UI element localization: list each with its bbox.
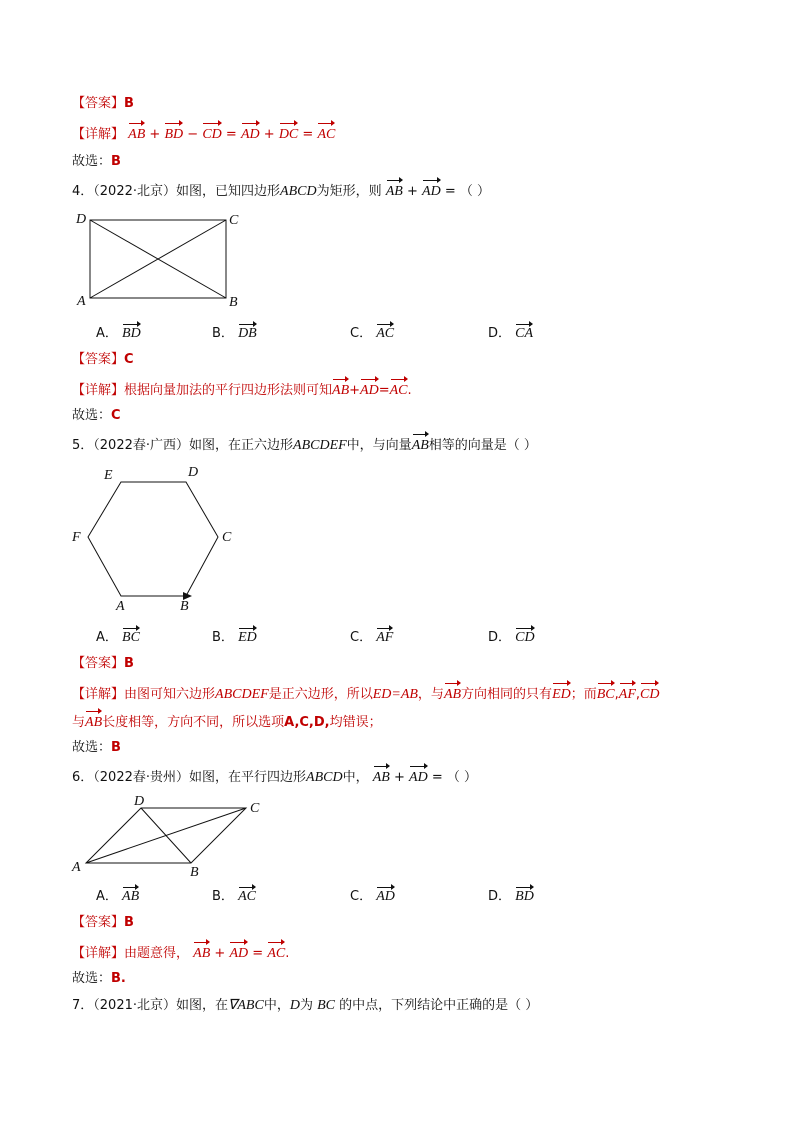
- detail-label: 【详解】: [72, 687, 125, 702]
- q3-choose-line: [72, 152, 121, 172]
- option-d[interactable]: [488, 322, 533, 342]
- q5-detail-line-1: [72, 682, 659, 705]
- operator: +: [214, 946, 226, 961]
- figure-name: ABCD: [306, 770, 343, 785]
- figure-name: ABCDEF: [215, 687, 269, 702]
- vector: BD: [164, 122, 183, 145]
- option-d[interactable]: [488, 885, 534, 905]
- question-source: （2022春·贵州）: [93, 770, 189, 785]
- label-b: B: [229, 295, 238, 310]
- figure-name: ABCDEF: [293, 438, 347, 453]
- answer-blank: （ ）: [459, 184, 491, 199]
- choose-label: 故选：: [72, 154, 112, 169]
- question-source: （2022·北京）: [93, 184, 176, 199]
- operator: =: [302, 127, 314, 142]
- label-b: B: [190, 865, 199, 880]
- vector: AB: [373, 765, 390, 788]
- operator: +: [406, 184, 418, 199]
- q6-answer: B: [124, 915, 134, 930]
- detail-text: 由题意得，: [124, 946, 190, 961]
- detail-text: 长度相等，方向不同，所以选项: [102, 715, 285, 730]
- detail-label: 【详解】: [72, 127, 125, 142]
- question-number: 5．: [72, 438, 94, 453]
- choose-label: 故选：: [72, 408, 112, 423]
- q5-stem: [72, 433, 537, 456]
- question-number: 7．: [72, 998, 94, 1013]
- operator: +: [393, 770, 405, 785]
- vector: DB: [238, 323, 257, 342]
- vector: AB: [444, 682, 461, 705]
- option-letter: A．: [96, 630, 118, 645]
- answer-label: 【答案】: [72, 96, 125, 111]
- stem-text: 为: [299, 998, 313, 1013]
- operator: +: [263, 127, 275, 142]
- label-f: F: [72, 530, 81, 545]
- option-c[interactable]: [350, 322, 394, 342]
- option-letter: D．: [488, 326, 512, 341]
- label-c: C: [229, 213, 239, 228]
- vector: AB: [332, 378, 349, 401]
- label-a: A: [77, 294, 86, 309]
- vector: AB: [193, 941, 210, 964]
- detail-text: 方向相同的只有: [461, 687, 553, 702]
- detail-label: 【详解】: [72, 946, 125, 961]
- vector: CD: [202, 122, 221, 145]
- vector: AD: [360, 378, 379, 401]
- detail-text: 根据向量加法的平行四边形法则可知: [124, 383, 333, 398]
- vector: ED: [552, 682, 571, 705]
- operator: +: [349, 383, 361, 398]
- answer-label: 【答案】: [72, 352, 125, 367]
- q5-answer: B: [124, 656, 134, 671]
- operator: =: [378, 383, 390, 398]
- punctuation: .: [407, 383, 412, 398]
- detail-text: 是正六边形，所以: [268, 687, 373, 702]
- q6-stem: [72, 765, 477, 788]
- detail-label: 【详解】: [72, 383, 125, 398]
- vector: AB: [128, 122, 145, 145]
- vector: AB: [85, 710, 102, 733]
- q3-choose: B: [111, 154, 121, 169]
- hexagon: [88, 482, 218, 596]
- label-a: A: [72, 860, 81, 875]
- segment-name: BC: [317, 998, 336, 1013]
- detail-text: ，与: [417, 687, 444, 702]
- option-list: A,C,D,: [284, 715, 330, 730]
- answer-label: 【答案】: [72, 656, 125, 671]
- vector: AD: [229, 941, 248, 964]
- option-letter: C．: [350, 889, 373, 904]
- q7-stem: [72, 996, 538, 1016]
- vector: AC: [317, 122, 335, 145]
- option-letter: B．: [212, 326, 234, 341]
- punctuation: ,: [635, 687, 641, 702]
- label-d: D: [76, 212, 87, 227]
- vector: AD: [422, 179, 441, 202]
- option-a[interactable]: [96, 885, 139, 905]
- label-e: E: [104, 468, 113, 483]
- punctuation: ,: [614, 687, 619, 702]
- operator: −: [187, 127, 199, 142]
- q4-detail-line: [72, 378, 412, 401]
- vector: AF: [376, 627, 393, 646]
- option-b[interactable]: [212, 322, 257, 342]
- operator: =: [252, 946, 264, 961]
- vector: DC: [279, 122, 298, 145]
- vector: CD: [640, 682, 659, 705]
- option-letter: B．: [212, 630, 234, 645]
- detail-text: ；而: [570, 687, 597, 702]
- option-letter: C．: [350, 630, 373, 645]
- operator: +: [149, 127, 161, 142]
- stem-text: 相等的向量是（ ）: [428, 438, 537, 453]
- equation: ED=AB: [372, 687, 418, 702]
- q6-answer-line: [72, 913, 134, 933]
- q5-choose: B: [111, 740, 121, 755]
- figure-name: ABCD: [280, 184, 317, 199]
- q4-choose: C: [111, 408, 121, 423]
- q6-choose-line: [72, 969, 126, 989]
- q4-choose-line: [72, 406, 121, 426]
- stem-text: 中，: [263, 998, 290, 1013]
- option-letter: B．: [212, 889, 234, 904]
- vector: BC: [122, 627, 140, 646]
- q5-hexagon-figure: [66, 460, 246, 620]
- detail-text: 与: [72, 715, 86, 730]
- vector: AD: [376, 886, 395, 905]
- vector: AC: [390, 378, 408, 401]
- option-c[interactable]: [350, 626, 393, 646]
- stem-text: 如图，在正六边形: [189, 438, 294, 453]
- option-letter: C．: [350, 326, 373, 341]
- question-source: （2021·北京）: [93, 998, 176, 1013]
- q6-choose: B.: [111, 971, 126, 986]
- option-d[interactable]: [488, 626, 535, 646]
- q3-answer: B: [124, 96, 134, 111]
- stem-text: 如图，在: [176, 998, 229, 1013]
- option-letter: A．: [96, 326, 118, 341]
- vector: BD: [122, 323, 141, 342]
- label-a: A: [116, 599, 125, 614]
- vector: BC: [597, 682, 615, 705]
- option-b[interactable]: [212, 626, 257, 646]
- detail-text: 由图可知六边形: [124, 687, 216, 702]
- q4-stem: [72, 179, 490, 202]
- stem-text: 中，: [342, 770, 369, 785]
- vector: AC: [376, 323, 394, 342]
- triangle-name: ∇ABC: [228, 998, 264, 1013]
- point-name: D: [289, 998, 300, 1013]
- answer-blank: （ ）: [446, 770, 478, 785]
- vector: CA: [515, 323, 533, 342]
- vector: AB: [386, 179, 403, 202]
- option-b[interactable]: [212, 885, 256, 905]
- stem-text: 中，与向量: [346, 438, 412, 453]
- vector: AB: [122, 886, 139, 905]
- stem-text: 如图，已知四边形: [176, 184, 281, 199]
- operator: =: [444, 184, 456, 199]
- label-c: C: [222, 530, 232, 545]
- q4-rectangle-figure: [70, 206, 250, 312]
- vector: CD: [515, 627, 534, 646]
- choose-label: 故选：: [72, 971, 112, 986]
- q6-parallelogram-figure: [66, 792, 276, 882]
- vector: AB: [412, 433, 429, 456]
- vector: ED: [238, 627, 257, 646]
- q6-detail-line: [72, 941, 289, 964]
- stem-text: 如图，在平行四边形: [189, 770, 307, 785]
- option-a[interactable]: [96, 626, 140, 646]
- question-number: 4．: [72, 184, 94, 199]
- choose-label: 故选：: [72, 740, 112, 755]
- label-c: C: [250, 801, 260, 816]
- answer-label: 【答案】: [72, 915, 125, 930]
- option-letter: D．: [488, 889, 512, 904]
- q5-detail-line-2: [72, 710, 382, 733]
- option-letter: D．: [488, 630, 512, 645]
- q5-answer-line: [72, 654, 134, 674]
- vector: BD: [515, 886, 534, 905]
- label-d: D: [188, 465, 199, 480]
- vector: AF: [619, 682, 636, 705]
- option-a[interactable]: [96, 322, 141, 342]
- q4-answer: C: [124, 352, 134, 367]
- stem-text: 的中点，下列结论中正确的是（ ）: [339, 998, 539, 1013]
- stem-text: 为矩形，则: [316, 184, 382, 199]
- vector: AC: [267, 941, 285, 964]
- operator: =: [431, 770, 443, 785]
- operator: =: [225, 127, 237, 142]
- diagonal-db: [141, 808, 191, 863]
- label-d: D: [134, 794, 145, 809]
- option-c[interactable]: [350, 885, 395, 905]
- vector: AC: [238, 886, 256, 905]
- option-letter: A．: [96, 889, 118, 904]
- q4-answer-line: [72, 350, 134, 370]
- label-b: B: [180, 599, 189, 614]
- vector: AD: [241, 122, 260, 145]
- question-number: 6．: [72, 770, 94, 785]
- punctuation: .: [285, 946, 290, 961]
- detail-text: 均错误；: [329, 715, 382, 730]
- q3-detail-line: [72, 122, 335, 145]
- q5-choose-line: [72, 738, 121, 758]
- q3-answer-line: [72, 94, 134, 114]
- vector: AD: [409, 765, 428, 788]
- question-source: （2022春·广西）: [93, 438, 189, 453]
